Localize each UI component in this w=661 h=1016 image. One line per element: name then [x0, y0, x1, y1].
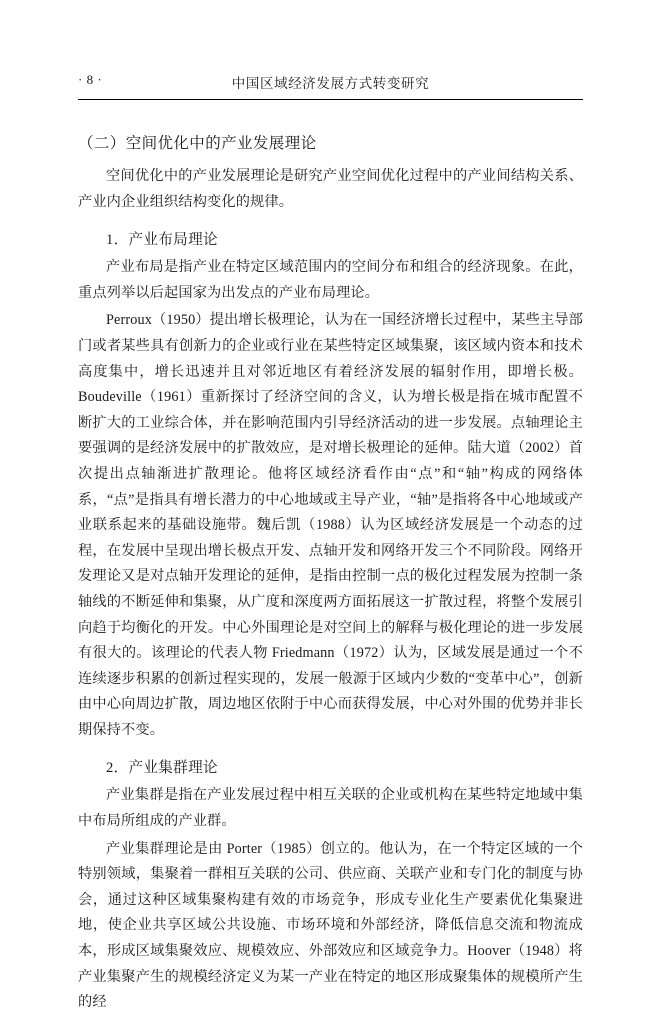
- intro-paragraph: 空间优化中的产业发展理论是研究产业空间优化过程中的产业间结构关系、产业内企业组织结构变化的规律。: [78, 168, 583, 210]
- subsection-1-paragraph-1: 产业布局是指产业在特定区域范围内的空间分布和组合的经济现象。在此，重点列举以后起国家为出发点的产业布局理论。: [78, 259, 583, 301]
- subsection-2-paragraph-1: 产业集群是指在产业发展过程中相互关联的企业或机构在某些特定地域中集中布局所组成的产业群。: [78, 787, 583, 830]
- page-number: · 8 ·: [78, 72, 103, 87]
- subsection-2-title: 2．产业集群理论: [106, 760, 218, 777]
- subsection-1-title: 1．产业布局理论: [106, 232, 218, 249]
- section-title: （二）空间优化中的产业发展理论: [78, 135, 317, 152]
- subsection-2-paragraph-2: 产业集群理论是由 Porter（1985）创立的。他认为，在一个特定区域的一个特别领域，集聚着一群相互关联的公司、供应商、关联产业和专门化的制度与协会，通过这种区域集聚构建有效的市场竞争，形成专业化生产要素优化集聚进地，使企业共享区域公共设施、市场环境和外部经济，降低信息交流和物流成本，形成区域集聚效应、规模效应、外部效应和区域竞争力。Hoover（1948）将产业集聚产生的规模经济定义为某一产业在特定的地区形成聚集体的规模所产生的经: [78, 840, 583, 1011]
- header-divider: [78, 99, 583, 100]
- running-title: 中国区域经济发展方式转变研究: [231, 76, 430, 91]
- page-header: [78, 72, 583, 96]
- page-body: [78, 130, 583, 1016]
- subsection-1-paragraph-2: Perroux（1950）提出增长极理论，认为在一国经济增长过程中，某些主导部门或者某些具有创新力的企业或行业在某些特定区域集聚，该区域内资本和技术高度集中，增长迅速并且对邻近地区有着经济发展的辐射作用，即增长极。Boudeville（1961）重新探讨了经济空间的含义，认为增长极是指在城市配置不断扩大的工业综合体，并在影响范围内引导经济活动的进一步发展。点轴理论主要强调的是经济发展中的扩散效应，是对增长极理论的延伸。陆大道（2002）首次提出点轴渐进扩散理论。他将区域经济看作由“点”和“轴”构成的网络体系，“点”是指具有增长潜力的中心地域或主导产业，“轴”是指将各中心地域或产业联系起来的基础设施带。魏后凯（1988）认为区域经济发展是一个动态的过程，在发展中呈现出增长极点开发、点轴开发和网络开发三个不同阶段。网络开发理论又是对点轴开发理论的延伸，是指由控制一点的极化过程发展为控制一条轴线的不断延伸和集聚，从广度和深度两方面拓展这一扩散过程，将整个发展引向趋于均衡化的开发。中心外围理论是对空间上的解释与极化理论的进一步发展有很大的。该理论的代表人物 Friedmann（1972）认为，区域发展是通过一个不连续逐步积累的创新过程实现的，发展一般源于区域内少数的“变革中心”，创新由中心向周边扩散，周边地区依附于中心而获得发展，中心对外围的优势并非长期保持不变。: [78, 312, 583, 738]
